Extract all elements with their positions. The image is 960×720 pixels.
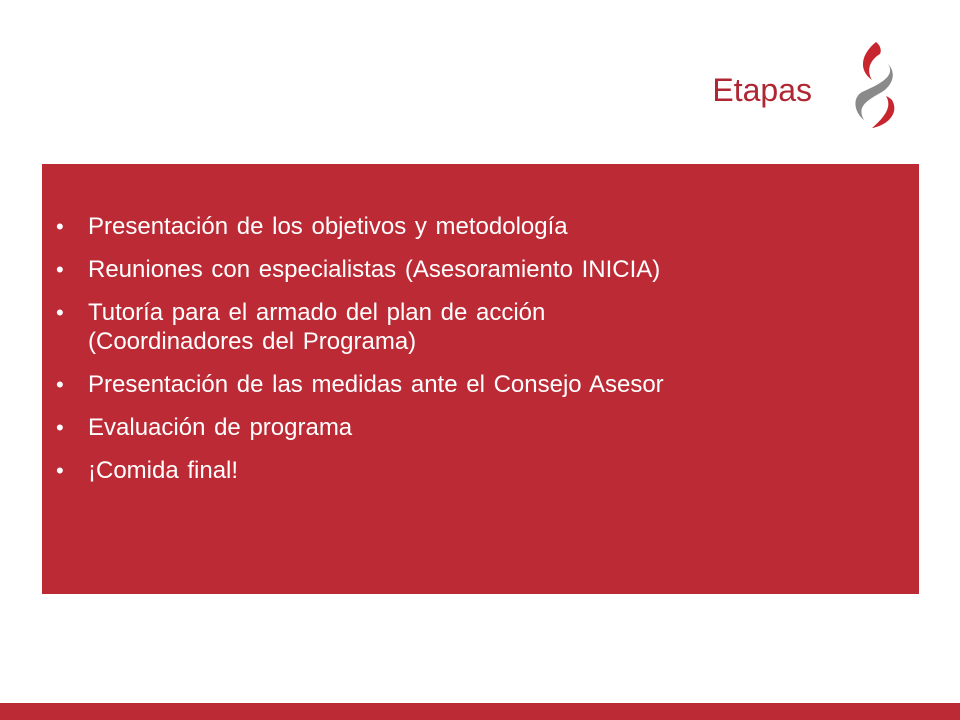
bullet-text: Presentación de los objetivos y metodología	[88, 213, 568, 240]
bullet-item	[42, 298, 902, 356]
flame-bottom-red	[872, 96, 894, 128]
slide-title: Etapas	[712, 72, 812, 108]
bullet-text: Tutoría para el armado del plan de acción	[88, 299, 546, 326]
bullet-dot: •	[56, 300, 64, 325]
bullet-text: Presentación de las medidas ante el Consejo Asesor	[88, 371, 664, 398]
bullet-text-continuation: (Coordinadores del Programa)	[88, 328, 417, 355]
flame-icon	[846, 40, 902, 132]
bullet-dot: •	[56, 415, 64, 440]
bullet-text: ¡Comida final!	[88, 457, 239, 484]
bullet-item	[42, 413, 902, 442]
bullet-text: Reuniones con especialistas (Asesoramiento INICIA)	[88, 256, 661, 283]
content-panel	[42, 164, 919, 594]
bullet-item	[42, 212, 902, 241]
bullet-item	[42, 255, 902, 284]
bullet-item	[42, 370, 902, 399]
bullet-dot: •	[56, 372, 64, 397]
bullet-dot: •	[56, 257, 64, 282]
bullet-dot: •	[56, 214, 64, 239]
bullet-text: Evaluación de programa	[88, 414, 353, 441]
flame-top-red	[863, 42, 881, 80]
bullet-dot: •	[56, 458, 64, 483]
bullet-list	[42, 212, 902, 499]
footer-bar	[0, 703, 960, 720]
bullet-item	[42, 456, 902, 485]
